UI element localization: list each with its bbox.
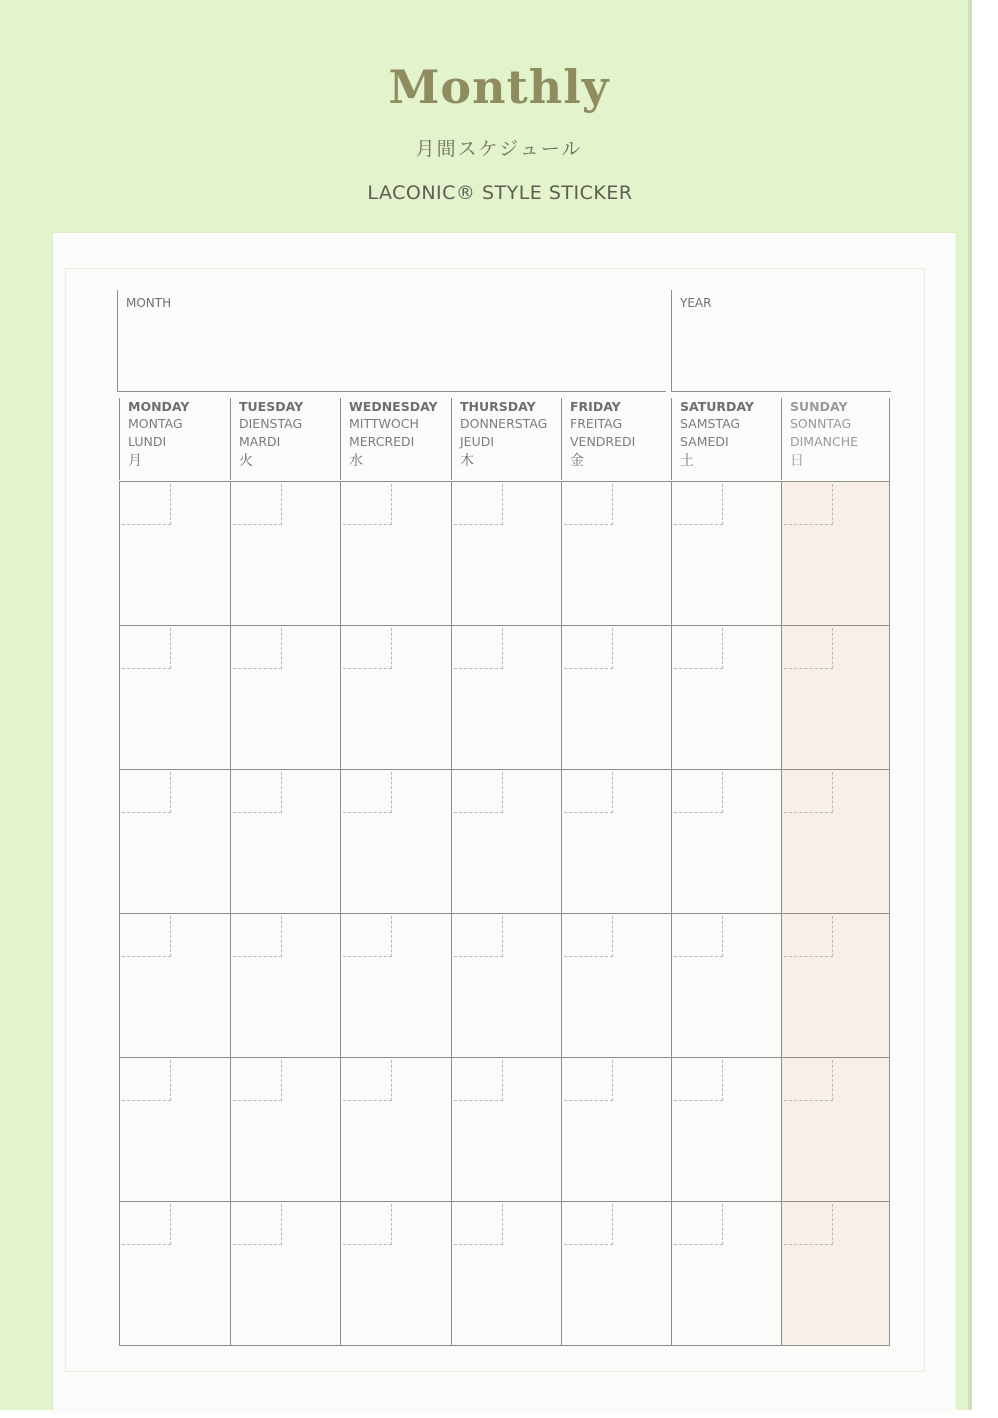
day-label-de: FREITAG bbox=[570, 416, 623, 431]
day-cell bbox=[671, 481, 781, 625]
day-label-en: SATURDAY bbox=[680, 399, 754, 414]
date-box bbox=[454, 772, 503, 813]
day-label-en: TUESDAY bbox=[239, 399, 304, 414]
day-cell bbox=[781, 1057, 889, 1201]
day-cell bbox=[230, 769, 340, 913]
day-cell bbox=[230, 625, 340, 769]
day-header-thursday bbox=[451, 398, 561, 480]
date-box bbox=[233, 628, 282, 669]
date-box bbox=[122, 628, 171, 669]
day-label-jp: 土 bbox=[680, 453, 694, 469]
date-box bbox=[454, 1060, 503, 1101]
day-cell bbox=[561, 913, 671, 1057]
date-box bbox=[674, 484, 723, 525]
day-cell bbox=[671, 625, 781, 769]
day-cell bbox=[451, 913, 561, 1057]
day-cell bbox=[781, 769, 889, 913]
calendar-grid bbox=[119, 481, 889, 1345]
date-box bbox=[122, 484, 171, 525]
year-field bbox=[671, 290, 891, 392]
day-label-de: SAMSTAG bbox=[680, 416, 741, 431]
date-box bbox=[343, 484, 392, 525]
day-cell bbox=[340, 1057, 451, 1201]
day-label-fr: DIMANCHE bbox=[790, 434, 859, 449]
cover-brand: LACONIC® STYLE STICKER bbox=[367, 182, 633, 204]
day-cell bbox=[119, 1057, 230, 1201]
day-label-fr: LUNDI bbox=[128, 434, 167, 449]
date-box bbox=[784, 484, 833, 525]
day-header-wednesday bbox=[340, 398, 451, 480]
day-label-jp: 木 bbox=[460, 453, 474, 469]
day-cell bbox=[230, 913, 340, 1057]
date-box bbox=[233, 1060, 282, 1101]
day-cell bbox=[230, 481, 340, 625]
day-label-en: THURSDAY bbox=[460, 399, 536, 414]
day-cell bbox=[781, 913, 889, 1057]
day-label-jp: 金 bbox=[570, 453, 584, 469]
day-cell bbox=[340, 769, 451, 913]
day-cell bbox=[671, 1201, 781, 1345]
date-box bbox=[233, 916, 282, 957]
day-cell bbox=[561, 1057, 671, 1201]
date-box bbox=[343, 628, 392, 669]
date-box bbox=[784, 628, 833, 669]
day-header-tuesday bbox=[230, 398, 340, 480]
day-label-de: SONNTAG bbox=[790, 416, 852, 431]
cover-edge bbox=[968, 0, 972, 1410]
date-box bbox=[122, 1060, 171, 1101]
date-box bbox=[122, 916, 171, 957]
day-label-fr: SAMEDI bbox=[680, 434, 729, 449]
day-cell bbox=[119, 1201, 230, 1345]
day-label-fr: MERCREDI bbox=[349, 434, 415, 449]
day-label-fr: MARDI bbox=[239, 434, 281, 449]
day-cell bbox=[340, 1201, 451, 1345]
header-right-border bbox=[889, 398, 890, 481]
day-header-saturday bbox=[671, 398, 781, 480]
day-label-de: DIENSTAG bbox=[239, 416, 303, 431]
day-header-monday bbox=[119, 398, 230, 480]
day-label-en: WEDNESDAY bbox=[349, 399, 438, 414]
day-cell bbox=[451, 1057, 561, 1201]
day-cell bbox=[671, 913, 781, 1057]
day-label-de: MONTAG bbox=[128, 416, 183, 431]
day-cell bbox=[340, 913, 451, 1057]
month-field bbox=[117, 290, 666, 392]
month-label: MONTH bbox=[126, 296, 172, 310]
date-box bbox=[564, 628, 613, 669]
day-header-friday bbox=[561, 398, 671, 480]
day-cell bbox=[671, 1057, 781, 1201]
date-box bbox=[233, 1204, 282, 1245]
date-box bbox=[343, 1204, 392, 1245]
date-box bbox=[233, 772, 282, 813]
date-box bbox=[122, 1204, 171, 1245]
day-cell bbox=[119, 913, 230, 1057]
day-label-jp: 火 bbox=[239, 453, 253, 469]
date-box bbox=[784, 1204, 833, 1245]
day-label-en: MONDAY bbox=[128, 399, 190, 414]
day-label-en: FRIDAY bbox=[570, 399, 621, 414]
day-cell bbox=[230, 1201, 340, 1345]
date-box bbox=[564, 1060, 613, 1101]
date-box bbox=[343, 772, 392, 813]
day-cell bbox=[781, 625, 889, 769]
day-cell bbox=[340, 625, 451, 769]
day-label-fr: JEUDI bbox=[460, 434, 495, 449]
day-cell bbox=[119, 481, 230, 625]
date-box bbox=[454, 1204, 503, 1245]
date-box bbox=[784, 772, 833, 813]
day-cell bbox=[340, 481, 451, 625]
day-cell bbox=[781, 1201, 889, 1345]
day-label-fr: VENDREDI bbox=[570, 434, 636, 449]
day-cell bbox=[671, 769, 781, 913]
date-box bbox=[233, 484, 282, 525]
day-cell bbox=[230, 1057, 340, 1201]
date-box bbox=[564, 484, 613, 525]
date-box bbox=[454, 484, 503, 525]
date-box bbox=[564, 1204, 613, 1245]
day-label-jp: 水 bbox=[349, 453, 363, 469]
day-label-jp: 月 bbox=[128, 453, 142, 469]
day-cell bbox=[451, 481, 561, 625]
day-cell bbox=[561, 1201, 671, 1345]
date-box bbox=[674, 1060, 723, 1101]
day-label-jp: 日 bbox=[790, 453, 804, 469]
day-cell bbox=[451, 1201, 561, 1345]
date-box bbox=[784, 1060, 833, 1101]
date-box bbox=[674, 628, 723, 669]
date-box bbox=[564, 772, 613, 813]
date-box bbox=[564, 916, 613, 957]
day-cell bbox=[119, 769, 230, 913]
day-cell bbox=[119, 625, 230, 769]
grid-bottom-border bbox=[119, 1345, 890, 1346]
day-cell bbox=[561, 769, 671, 913]
day-label-de: DONNERSTAG bbox=[460, 416, 548, 431]
date-box bbox=[674, 916, 723, 957]
day-cell bbox=[781, 481, 889, 625]
cover-subtitle-jp: 月間スケジュール bbox=[415, 138, 583, 160]
date-box bbox=[454, 628, 503, 669]
day-header-sunday bbox=[781, 398, 889, 480]
date-box bbox=[343, 1060, 392, 1101]
date-box bbox=[784, 916, 833, 957]
date-box bbox=[454, 916, 503, 957]
day-cell bbox=[561, 625, 671, 769]
grid-right-border bbox=[889, 481, 890, 1345]
date-box bbox=[674, 1204, 723, 1245]
day-cell bbox=[561, 481, 671, 625]
day-cell bbox=[451, 625, 561, 769]
day-label-en: SUNDAY bbox=[790, 399, 848, 414]
day-cell bbox=[451, 769, 561, 913]
year-label: YEAR bbox=[680, 296, 712, 310]
date-box bbox=[122, 772, 171, 813]
date-box bbox=[343, 916, 392, 957]
day-label-de: MITTWOCH bbox=[349, 416, 419, 431]
cover-title: Monthly bbox=[388, 60, 610, 114]
date-box bbox=[674, 772, 723, 813]
